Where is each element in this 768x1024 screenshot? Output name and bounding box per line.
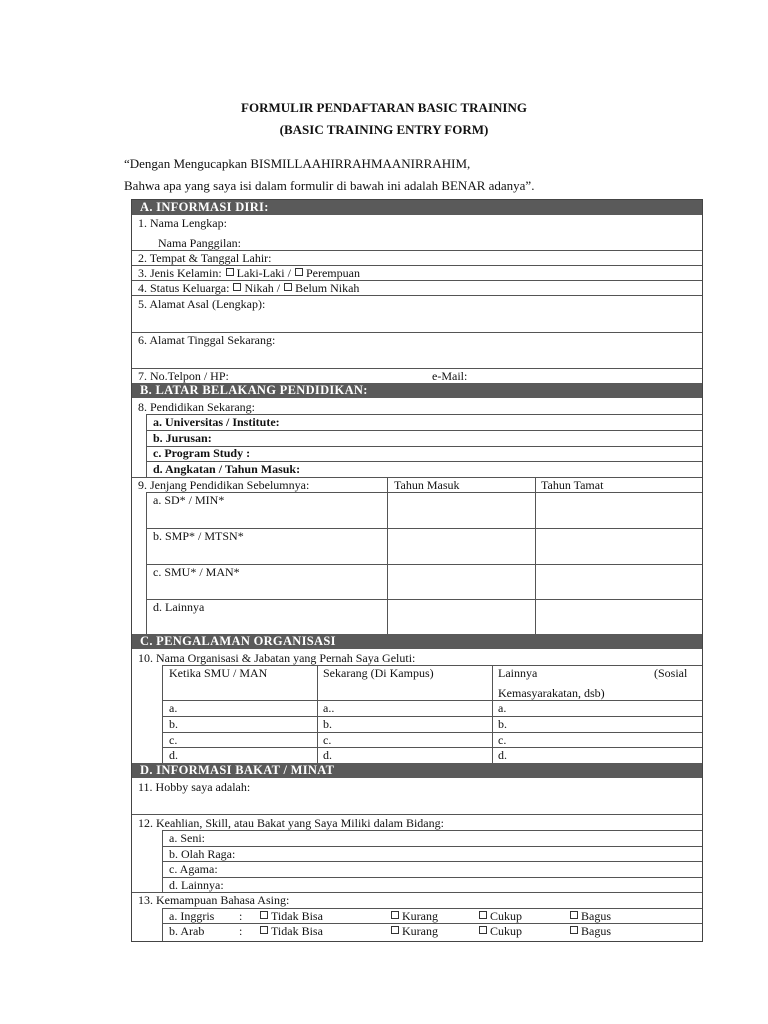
- bidang-lainnya: d. Lainnya:: [169, 878, 224, 892]
- org-kampus-c: c.: [323, 733, 332, 747]
- ketika-smu-header: Ketika SMU / MAN: [169, 666, 268, 680]
- lainnya-header: Lainnya: [498, 666, 538, 680]
- checkbox-icon[interactable]: [479, 926, 487, 934]
- arab-kurang: [390, 924, 438, 938]
- option-label: Cukup: [490, 909, 523, 923]
- section-d-header: D. INFORMASI BAKAT / MINAT: [132, 763, 702, 778]
- arab-bagus: [569, 924, 611, 938]
- bidang-olah-raga: b. Olah Raga:: [169, 847, 236, 861]
- org-smu-b: b.: [169, 717, 178, 731]
- org-smu-a: a.: [169, 701, 178, 715]
- status-keluarga-row: [138, 281, 359, 295]
- laki-laki-option: Laki-Laki /: [236, 266, 291, 280]
- org-kampus-b: b.: [323, 717, 332, 731]
- option-label: Cukup: [490, 924, 523, 938]
- inggris-cukup: [478, 909, 522, 923]
- bahasa-label: 13. Kemampuan Bahasa Asing:: [138, 893, 290, 907]
- lang-inggris-sep: :: [239, 909, 243, 923]
- alamat-asal-label: 5. Alamat Asal (Lengkap):: [138, 297, 266, 311]
- org-kampus-a: a..: [323, 701, 335, 715]
- arab-cukup: [478, 924, 522, 938]
- org-lainnya-c: c.: [498, 733, 507, 747]
- level-smu: c. SMU* / MAN*: [153, 565, 240, 579]
- angkatan-label: d. Angkatan / Tahun Masuk:: [153, 462, 301, 476]
- lang-arab-sep: :: [239, 924, 243, 938]
- universitas-label: a. Universitas / Institute:: [153, 415, 280, 429]
- registration-form: [131, 199, 703, 942]
- checkbox-icon[interactable]: [284, 283, 292, 291]
- arab-tidak-bisa: [259, 924, 323, 938]
- telpon-label: 7. No.Telpon / HP:: [138, 369, 229, 383]
- checkbox-icon[interactable]: [570, 926, 578, 934]
- section-b-header: B. LATAR BELAKANG PENDIDIKAN:: [132, 383, 702, 398]
- lainnya-header-kemasyarakatan: Kemasyarakatan, dsb): [498, 686, 605, 700]
- ttl-label: 2. Tempat & Tanggal Lahir:: [138, 251, 272, 265]
- keahlian-label: 12. Keahlian, Skill, atau Bakat yang Saya Miliki dalam Bidang:: [138, 816, 444, 830]
- alamat-tinggal-label: 6. Alamat Tinggal Sekarang:: [138, 333, 276, 347]
- nama-lengkap-label: 1. Nama Lengkap:: [138, 216, 227, 230]
- option-label: Kurang: [402, 924, 438, 938]
- status-keluarga-label: 4. Status Keluarga:: [138, 281, 230, 295]
- intro-line-1: “Dengan Mengucapkan BISMILLAAHIRRAHMAANIRRAHIM,: [124, 156, 471, 171]
- option-label: Bagus: [581, 924, 611, 938]
- nikah-option: Nikah /: [244, 281, 281, 295]
- intro-line-2: Bahwa apa yang saya isi dalam formulir di bawah ini adalah BENAR adanya”.: [124, 178, 535, 193]
- inggris-bagus: [569, 909, 611, 923]
- checkbox-icon[interactable]: [391, 926, 399, 934]
- org-lainnya-b: b.: [498, 717, 507, 731]
- checkbox-icon[interactable]: [295, 268, 303, 276]
- form-title: FORMULIR PENDAFTARAN BASIC TRAINING: [241, 100, 527, 115]
- organisasi-label: 10. Nama Organisasi & Jabatan yang Pernah Saya Geluti:: [138, 651, 416, 665]
- lang-arab: b. Arab: [169, 924, 205, 938]
- org-smu-d: d.: [169, 748, 178, 762]
- jenis-kelamin-row: [138, 266, 360, 280]
- checkbox-icon[interactable]: [260, 911, 268, 919]
- inggris-tidak-bisa: [259, 909, 323, 923]
- org-smu-c: c.: [169, 733, 178, 747]
- checkbox-icon[interactable]: [479, 911, 487, 919]
- org-lainnya-d: d.: [498, 748, 507, 762]
- level-sd: a. SD* / MIN*: [153, 493, 225, 507]
- checkbox-icon[interactable]: [570, 911, 578, 919]
- checkbox-icon[interactable]: [260, 926, 268, 934]
- section-a-header: A. INFORMASI DIRI:: [132, 200, 702, 215]
- level-lainnya: d. Lainnya: [153, 600, 205, 614]
- lainnya-header-sosial: (Sosial: [654, 666, 688, 680]
- checkbox-icon[interactable]: [391, 911, 399, 919]
- jurusan-label: b. Jurusan:: [153, 431, 212, 445]
- option-label: Kurang: [402, 909, 438, 923]
- section-c-header: C. PENGALAMAN ORGANISASI: [132, 634, 702, 649]
- option-label: Tidak Bisa: [271, 924, 323, 938]
- hobby-label: 11. Hobby saya adalah:: [138, 780, 251, 794]
- tahun-tamat-header: Tahun Tamat: [541, 478, 604, 492]
- level-smp: b. SMP* / MTSN*: [153, 529, 244, 543]
- pendidikan-sekarang-label: 8. Pendidikan Sekarang:: [138, 400, 255, 414]
- org-kampus-d: d.: [323, 748, 332, 762]
- sekarang-header: Sekarang (Di Kampus): [323, 666, 434, 680]
- checkbox-icon[interactable]: [226, 268, 234, 276]
- option-label: Bagus: [581, 909, 611, 923]
- option-label: Tidak Bisa: [271, 909, 323, 923]
- bidang-agama: c. Agama:: [169, 862, 218, 876]
- inggris-kurang: [390, 909, 438, 923]
- nama-panggilan-label: Nama Panggilan:: [158, 236, 241, 250]
- belum-nikah-option: Belum Nikah: [295, 281, 360, 295]
- program-study-label: c. Program Study :: [153, 446, 251, 460]
- lang-inggris: a. Inggris: [169, 909, 215, 923]
- email-label: e-Mail:: [432, 369, 468, 383]
- org-lainnya-a: a.: [498, 701, 507, 715]
- jenjang-label: 9. Jenjang Pendidikan Sebelumnya:: [138, 478, 310, 492]
- bidang-seni: a. Seni:: [169, 831, 205, 845]
- form-subtitle: (BASIC TRAINING ENTRY FORM): [279, 122, 489, 137]
- tahun-masuk-header: Tahun Masuk: [394, 478, 460, 492]
- checkbox-icon[interactable]: [233, 283, 241, 291]
- perempuan-option: Perempuan: [305, 266, 360, 280]
- jenis-kelamin-label: 3. Jenis Kelamin:: [138, 266, 222, 280]
